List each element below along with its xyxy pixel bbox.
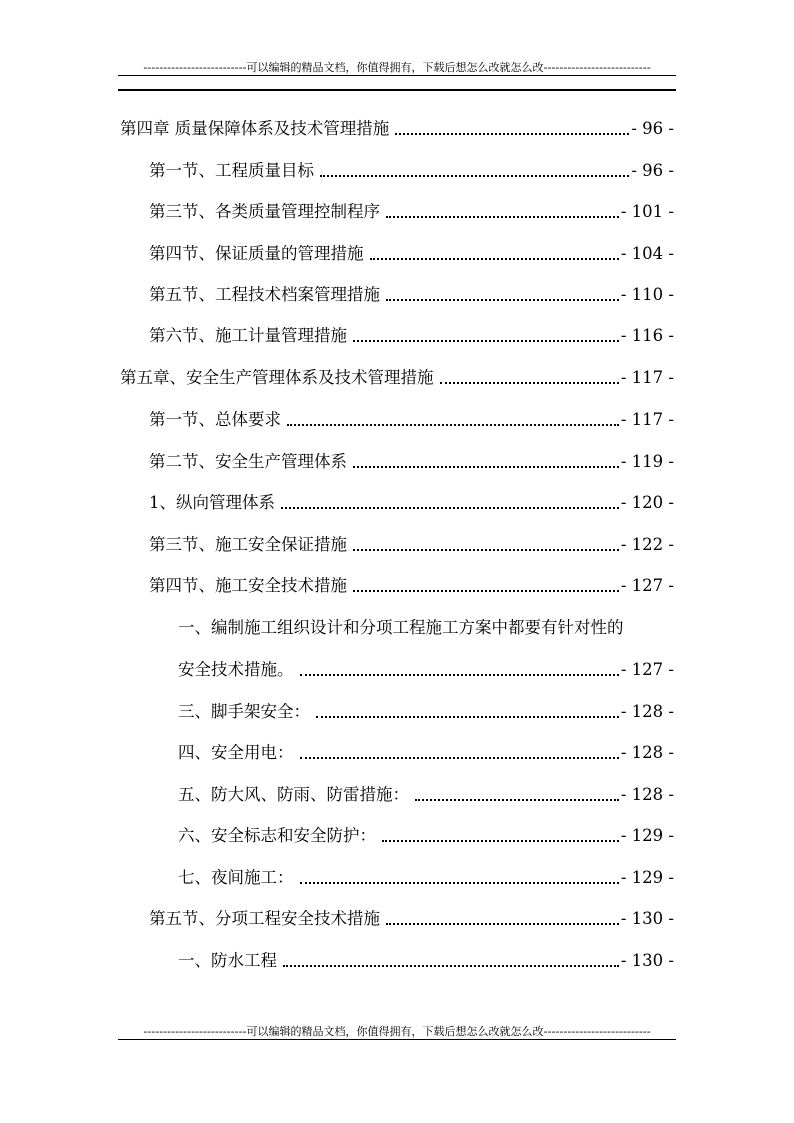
toc-entry-title: 第三节、施工安全保证措施 (149, 535, 347, 554)
toc-entry-page: - 120 - (620, 493, 674, 512)
toc-entry-page: - 116 - (620, 326, 674, 345)
toc-entry-page: - 128 - (620, 743, 674, 762)
toc-entry-page: - 101 - (620, 202, 674, 221)
toc-entry[interactable] (178, 866, 674, 890)
toc-entry-page: - 119 - (620, 452, 674, 471)
toc-entry[interactable] (178, 783, 674, 807)
toc-entry[interactable] (149, 450, 674, 474)
toc-entry-page: - 129 - (620, 826, 674, 845)
toc-entry-page: - 117 - (620, 368, 674, 387)
toc-entry-page: - 110 - (620, 285, 674, 304)
toc-entry[interactable] (149, 491, 674, 515)
toc-entry[interactable] (178, 741, 674, 765)
header-banner: --------------------------可以编辑的精品文档，你值得拥有，下载后想怎么改就怎么改--------------------------- (143, 61, 651, 74)
toc-leader-dots (395, 133, 629, 135)
toc-entry[interactable] (178, 949, 674, 973)
toc-leader-dots (283, 965, 619, 967)
toc-leader-dots (353, 590, 619, 592)
toc-entry-title: 七、夜间施工： (178, 868, 294, 887)
toc-entry-title: 第四节、施工安全技术措施 (149, 576, 347, 595)
toc-entry-title: 第五章、安全生产管理体系及技术管理措施 (120, 368, 434, 387)
toc-entry-title: 三、脚手架安全： (178, 702, 310, 721)
toc-leader-dots (370, 258, 619, 260)
toc-entry-page: - 130 - (620, 951, 674, 970)
toc-entry[interactable] (149, 242, 674, 266)
toc-entry-title: 六、安全标志和安全防护： (178, 826, 376, 845)
toc-entry-title: 第五节、工程技术档案管理措施 (149, 285, 380, 304)
footer-banner: --------------------------可以编辑的精品文档，你值得拥有，下载后想怎么改就怎么改--------------------------- (143, 1025, 651, 1038)
toc-leader-dots (382, 840, 619, 842)
toc-entry-page: - 128 - (620, 702, 674, 721)
toc-entry-title: 第六节、施工计量管理措施 (149, 326, 347, 345)
toc-entry-title: 第五节、分项工程安全技术措施 (149, 909, 380, 928)
toc-entry-page: - 130 - (620, 909, 674, 928)
toc-entry-title: 第二节、安全生产管理体系 (149, 452, 347, 471)
toc-entry[interactable] (149, 283, 674, 307)
toc-leader-dots (386, 299, 619, 301)
toc-entry-title: 安全技术措施。 (178, 660, 294, 679)
toc-entry-page: - 117 - (620, 410, 674, 429)
toc-entry-title: 一、编制施工组织设计和分项工程施工方案中都要有针对性的 (178, 618, 624, 637)
footer-rule (118, 1039, 676, 1040)
toc-leader-dots (386, 923, 619, 925)
toc-entry-title: 第一节、工程质量目标 (149, 161, 314, 180)
toc-entry-page: - 127 - (620, 576, 674, 595)
toc-entry-title: 第四节、保证质量的管理措施 (149, 244, 364, 263)
toc-entry[interactable] (120, 117, 674, 141)
toc-leader-dots (316, 716, 619, 718)
toc-entry-page: - 127 - (620, 660, 674, 679)
toc-leader-dots (320, 175, 629, 177)
toc-leader-dots (386, 216, 619, 218)
toc-leader-dots (440, 382, 619, 384)
toc-leader-dots (300, 757, 619, 759)
toc-entry-title: 四、安全用电： (178, 743, 294, 762)
toc-entry[interactable] (120, 366, 674, 390)
toc-entry[interactable] (178, 824, 674, 848)
toc-leader-dots (353, 466, 619, 468)
toc-entry[interactable] (149, 200, 674, 224)
toc-entry[interactable] (149, 159, 674, 183)
toc-entry-title: 第四章 质量保障体系及技术管理措施 (120, 119, 390, 138)
toc-entry-title: 1、纵向管理体系 (149, 493, 275, 512)
toc-leader-dots (287, 424, 619, 426)
toc-entry-title: 第一节、总体要求 (149, 410, 281, 429)
toc-entry-page: - 104 - (620, 244, 674, 263)
toc-entry-page: - 129 - (620, 868, 674, 887)
toc-entry[interactable] (178, 700, 674, 724)
toc-entry-title: 一、防水工程 (178, 951, 277, 970)
toc-entry[interactable] (149, 907, 674, 931)
toc-entry[interactable] (149, 408, 674, 432)
toc-entry-page: - 122 - (620, 535, 674, 554)
toc-leader-dots (281, 507, 619, 509)
toc-entry-page: - 128 - (620, 785, 674, 804)
toc-leader-dots (353, 549, 619, 551)
toc-entry[interactable] (149, 324, 674, 348)
toc-entry-title: 第三节、各类质量管理控制程序 (149, 202, 380, 221)
toc-leader-dots (415, 799, 619, 801)
toc-entry-wrapped-line[interactable] (178, 616, 624, 640)
toc-entry[interactable] (149, 574, 674, 598)
toc-entry-title: 五、防大风、防雨、防雷措施： (178, 785, 409, 804)
toc-leader-dots (353, 340, 619, 342)
toc-entry-page: - 96 - (631, 161, 674, 180)
toc-entry[interactable] (178, 658, 674, 682)
toc-leader-dots (300, 674, 619, 676)
toc-entry[interactable] (149, 533, 674, 557)
toc-leader-dots (300, 882, 619, 884)
toc-entry-page: - 96 - (631, 119, 674, 138)
